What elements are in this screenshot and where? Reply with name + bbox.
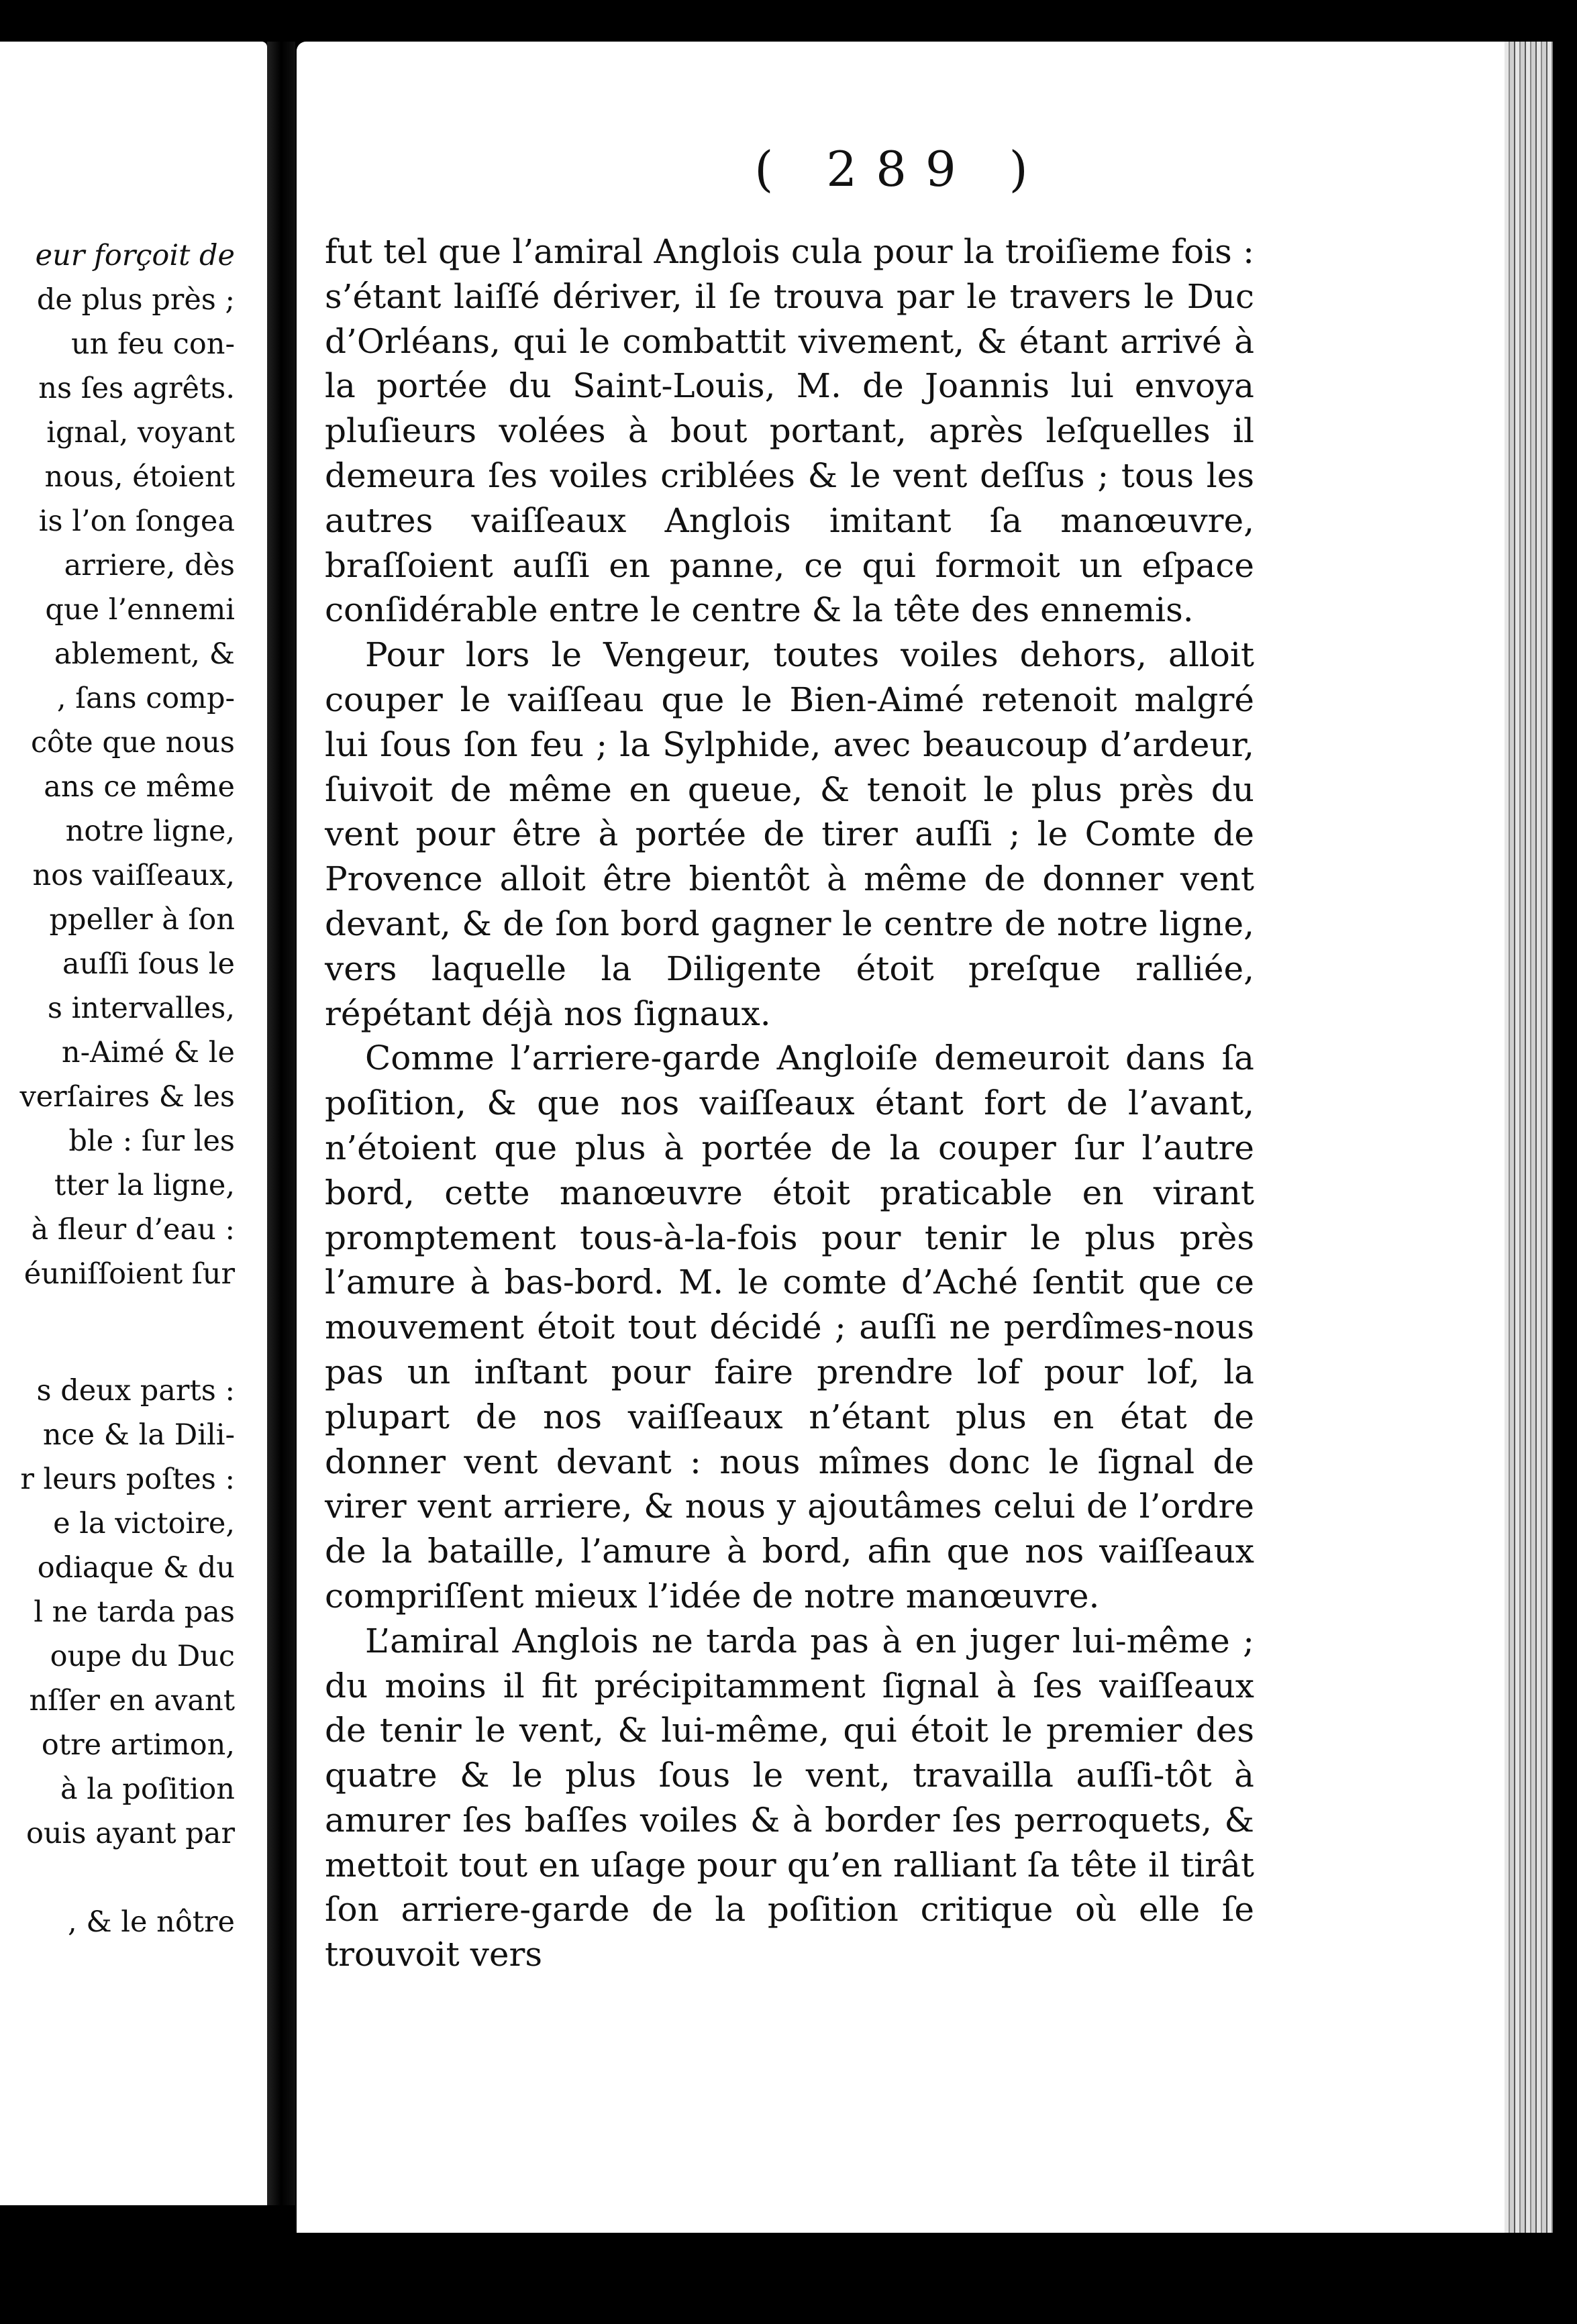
previous-page-line: éuniſſoient ſur xyxy=(23,1257,235,1291)
paragraph: Pour lors le Vengeur, toutes voiles dehors, alloit couper le vaiſſeau que le Bien-Aimé retenoit malgré lui ſous ſon feu ; la Sylphide, avec beaucoup d’ardeur, ſuivoit de même en queue, & tenoit le plus près du vent pour être à portée de tirer auſſi ; le Comte de Provence alloit être bientôt à même de donner vent devant, & de ſon bord gagner le centre de notre ligne, vers laquelle la Diligente étoit preſque ralliée, répétant déjà nos ſignaux. xyxy=(325,635,1254,1033)
paragraph: Comme l’arriere-garde Angloiſe demeuroit dans ſa poſition, & que nos vaiſſeaux étant fort de l’avant, n’étoient que plus à portée de la couper ſur l’autre bord, cette manœuvre étoit praticable en virant promptement tous-à-la-fois pour tenir le plus près l’amure à bas-bord. M. le comte d’Aché ſentit que ce mouvement étoit tout décidé ; auſſi ne perdîmes-nous pas un inſtant pour faire prendre lof pour lof, la plupart de nos vaiſſeaux n’étant plus en état de donner vent devant : nous mîmes donc le ſignal de virer vent arriere, & nous y ajoutâmes celui de l’ordre de la bataille, l’amure à bord, afin que nos vaiſſeaux compriſſent mieux l’idée de notre manœuvre. xyxy=(325,1039,1254,1616)
book-gutter xyxy=(267,42,295,2205)
previous-page-line: l ne tarda pas xyxy=(34,1595,235,1629)
previous-page-line: s intervalles, xyxy=(47,992,235,1025)
page-number: ( 289 ) xyxy=(754,141,1047,197)
previous-page-line: de plus près ; xyxy=(36,283,235,317)
previous-page-line: nous, étoient xyxy=(44,460,235,494)
previous-page-line: ans ce même xyxy=(44,770,235,804)
page-edge-stack xyxy=(1505,42,1553,2233)
previous-page-line: ppeller à ſon xyxy=(49,903,235,937)
previous-page-line: , ſans comp- xyxy=(56,682,235,715)
previous-page-line: à fleur d’eau : xyxy=(31,1213,235,1247)
previous-page-line: e la victoire, xyxy=(53,1507,235,1540)
previous-page-line: côte que nous xyxy=(30,726,235,759)
previous-page-line: verſaires & les xyxy=(19,1080,235,1114)
previous-page-line: ignal, voyant xyxy=(46,416,235,450)
paragraph: L’amiral Anglois ne tarda pas à en juger lui-même ; du moins il fit précipitamment ſignal à ſes vaiſſeaux de tenir le vent, & lui-même, qui étoit le premier des quatre & le plus ſous le vent, travailla auſſi-tôt à amurer ſes baſſes voiles & à border ſes perroquets, & mettoit tout en uſage pour qu’en ralliant ſa tête il tirât ſon arriere-garde de la poſition critique où elle ſe trouvoit vers xyxy=(325,1621,1254,1974)
previous-page-line: auſſi ſous le xyxy=(62,947,235,981)
previous-page-line: odiaque & du xyxy=(37,1551,235,1585)
previous-page-line: oupe du Duc xyxy=(50,1640,235,1673)
previous-page-line: is l’on ſongea xyxy=(38,505,235,538)
previous-page-line: que l’ennemi xyxy=(45,593,235,627)
previous-page-line: otre artimon, xyxy=(41,1728,235,1762)
previous-page-line: ouis ayant par xyxy=(26,1817,235,1850)
previous-page-line: ble : ſur les xyxy=(68,1124,235,1158)
previous-page-line: tter la ligne, xyxy=(54,1169,235,1202)
previous-page-line: à la poſition xyxy=(60,1773,235,1806)
previous-page-line: ns ſes agrêts. xyxy=(38,372,235,405)
paragraph: fut tel que l’amiral Anglois cula pour la troiſieme fois : s’étant laiſſé dériver, il ſe trouva par le travers le Duc d’Orléans, qui le combattit vivement, & étant arrivé à la portée du Saint-Louis, M. de Joannis lui envoya pluſieurs volées à bout portant, après leſquelles il demeura ſes voiles criblées & le vent deſſus ; tous les autres vaiſſeaux Anglois imitant ſa manœuvre, braſſoient auſſi en panne, ce qui formoit un eſpace conſidérable entre le centre & la tête des ennemis. xyxy=(325,232,1254,630)
previous-page-line: , & le nôtre xyxy=(67,1905,235,1939)
previous-page-line: s deux parts : xyxy=(36,1374,235,1408)
previous-page-line: nos vaiſſeaux, xyxy=(32,859,235,892)
previous-page-line: arriere, dès xyxy=(64,549,235,582)
previous-page-line: r leurs poſtes : xyxy=(20,1463,235,1496)
previous-page-line: notre ligne, xyxy=(65,814,235,848)
previous-page xyxy=(0,42,267,2205)
previous-page-line: un feu con- xyxy=(71,327,235,361)
book-page xyxy=(297,42,1505,2233)
previous-page-line: eur forçoit de xyxy=(35,239,235,272)
previous-page-line: n-Aimé & le xyxy=(61,1036,235,1069)
previous-page-line: nſſer en avant xyxy=(29,1684,235,1718)
page-body xyxy=(325,229,1254,1977)
previous-page-line: ablement, & xyxy=(54,637,235,671)
previous-page-line: nce & la Dili- xyxy=(42,1418,235,1452)
